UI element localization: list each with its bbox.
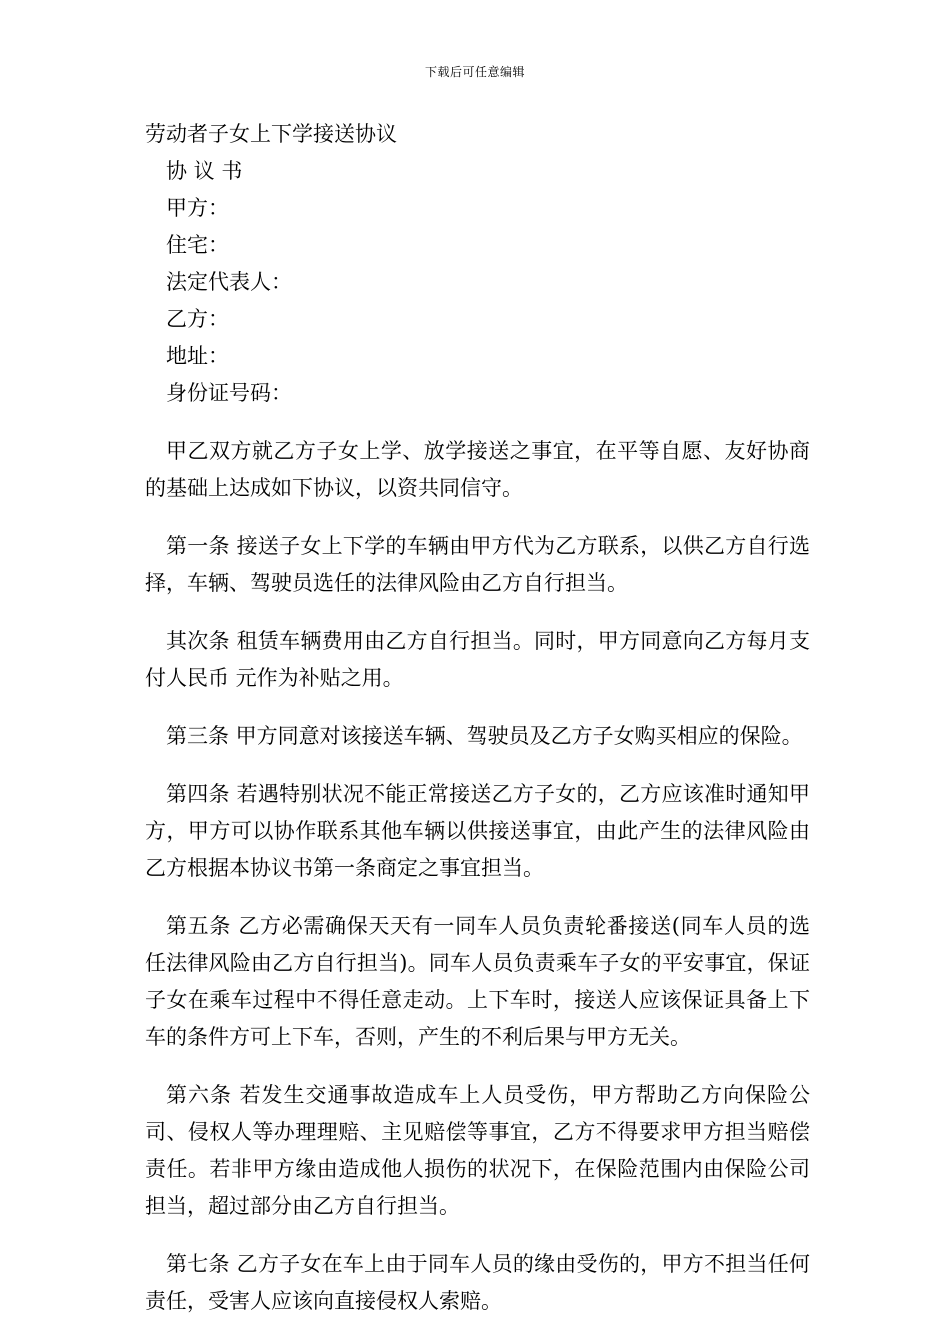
field-address: 地址： [166,344,229,368]
paragraph-article-6: 第六条 若发生交通事故造成车上人员受伤，甲方帮助乙方向保险公司、侵权人等办理理赔、主见赔偿等事宜，乙方不得要求甲方担当赔偿责任。若非甲方缘由造成他人损伤的状况下，在保险范围内由保险公司担当，超过部分由乙方自行担当。 [145,1083,810,1218]
paragraph-article-2: 其次条 租赁车辆费用由乙方自行担当。同时，甲方同意向乙方每月支付人民币 元作为补贴之用。 [145,629,810,690]
document-title: 劳动者子女上下学接送协议 [145,122,397,146]
field-id-number: 身份证号码： [166,381,292,405]
field-party-a: 甲方： [166,196,229,220]
field-party-b: 乙方： [166,307,229,331]
paragraph-preamble: 甲乙双方就乙方子女上学、放学接送之事宜，在平等自愿、友好协商的基础上达成如下协议，以资共同信守。 [145,439,810,500]
document-body [145,116,810,1320]
field-legal-representative: 法定代表人： [166,270,292,294]
paragraph-article-3: 第三条 甲方同意对该接送车辆、驾驶员及乙方子女购买相应的保险。 [166,724,803,748]
document-subtitle: 协 议 书 [166,159,243,183]
paragraph-article-5: 第五条 乙方必需确保天天有一同车人员负责轮番接送(同车人员的选任法律风险由乙方自行担当)。同车人员负责乘车子女的平安事宜，保证子女在乘车过程中不得任意走动。上下车时，接送人应该保证具备上下车的条件方可上下车，否则，产生的不利后果与甲方无关。 [145,914,810,1049]
page-header-note: 下载后可任意编辑 [424,65,525,79]
field-residence: 住宅： [166,233,229,257]
paragraph-article-4: 第四条 若遇特别状况不能正常接送乙方子女的，乙方应该准时通知甲方，甲方可以协作联系其他车辆以供接送事宜，由此产生的法律风险由乙方根据本协议书第一条商定之事宜担当。 [145,782,810,880]
paragraph-article-7: 第七条 乙方子女在车上由于同车人员的缘由受伤的，甲方不担当任何责任，受害人应该向直接侵权人索赔。 [145,1252,810,1313]
paragraph-article-1: 第一条 接送子女上下学的车辆由甲方代为乙方联系，以供乙方自行选择，车辆、驾驶员选任的法律风险由乙方自行担当。 [145,534,810,595]
